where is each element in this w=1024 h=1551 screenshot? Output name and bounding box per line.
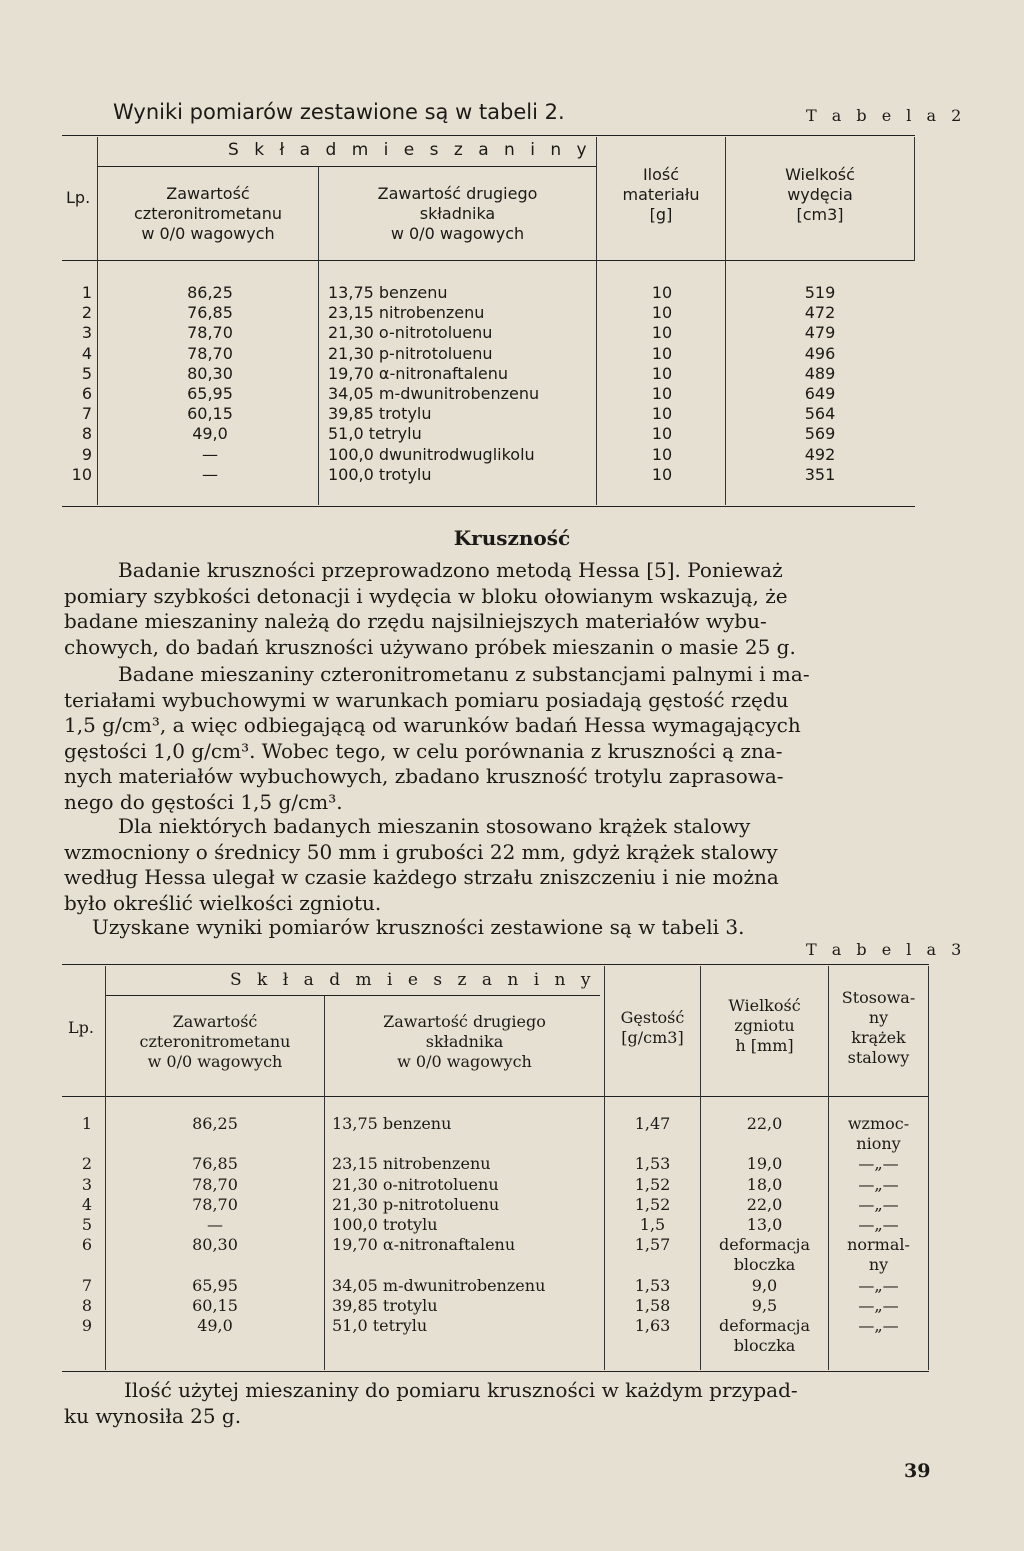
table3-group-rule: [106, 995, 600, 996]
text-line: ku wynosiła 25 g.: [64, 1403, 242, 1428]
table2-header-ctn: Zawartość czteronitrometanu w 0/0 wagowych: [134, 184, 282, 243]
table3-cell-density: 1,53: [634, 1275, 671, 1295]
table3-cell-lp: 1: [81, 1114, 92, 1133]
table3-cell-disk-line: —„—: [858, 1154, 899, 1174]
table3-group-header: S k ł a d m i e s z a n i n y: [230, 970, 596, 990]
table3-cell-lp: 2: [81, 1154, 92, 1174]
table2-cell-amount: 10: [651, 464, 673, 484]
table3-cell-density: 1,52: [634, 1174, 671, 1194]
table2-cell-bulge: 519: [804, 283, 836, 302]
table3-cell-lp: 3: [81, 1174, 92, 1194]
table2-vline: [914, 137, 915, 261]
table3-cell-disk: [829, 1316, 928, 1336]
table3-cell-disk: [829, 1175, 928, 1195]
table2-header-rule: [62, 260, 915, 261]
table3-cell-disk-line: normal-: [847, 1235, 910, 1255]
table3-cell-ctn: —: [207, 1215, 223, 1234]
text-line: 1,5 g/cm³, a więc odbiegającą od warunków badań Hessa wymagających: [64, 713, 801, 737]
table2-cell-bulge: 496: [804, 343, 836, 363]
table3-cell-ctn: 60,15: [192, 1295, 238, 1315]
text-line: badane mieszaniny należą do rzędu najsilniejszych materiałów wybu-: [64, 609, 767, 633]
table3-cell-crush-line: 18,0: [746, 1174, 783, 1194]
table2-cell-amount: 10: [651, 363, 673, 383]
table3-cell-disk-line: —„—: [858, 1316, 899, 1335]
table3-cell-disk: [829, 1114, 928, 1154]
table3-cell-crush: [701, 1175, 828, 1195]
table2-cell-second: 23,15 nitrobenzenu: [328, 303, 485, 323]
table3-cell-density: 1,52: [634, 1194, 671, 1214]
table2-cell-ctn: 65,95: [187, 384, 233, 403]
table3-header-crush: Wielkość zgniotu h [mm]: [728, 996, 801, 1055]
table3-vline: [928, 966, 929, 1370]
table3-cell-ctn: 86,25: [192, 1114, 238, 1133]
text-line: Uzyskane wyniki pomiarów kruszności zestawione są w tabeli 3.: [92, 915, 745, 939]
table3-cell-disk-line: ny: [868, 1255, 889, 1275]
table3-header-density: Gęstość [g/cm3]: [620, 1008, 685, 1047]
table3-label: T a b e l a 3: [806, 940, 967, 959]
table2-cell-lp: 7: [81, 404, 92, 424]
table3-cell-crush-line: 9,5: [751, 1295, 778, 1315]
table2-group-rule: [98, 166, 596, 167]
table3-cell-density: 1,53: [634, 1154, 671, 1174]
table3-cell-second: 34,05 m-dwunitrobenzenu: [332, 1275, 546, 1295]
table2-cell-ctn: 49,0: [192, 424, 228, 444]
table2-header-lp: Lp.: [66, 188, 91, 207]
table3-cell-ctn: 80,30: [192, 1235, 238, 1255]
table3-cell-second: 19,70 α-nitronaftalenu: [332, 1235, 516, 1255]
table2-cell-lp: 3: [81, 323, 92, 343]
table2-cell-bulge: 489: [804, 363, 836, 383]
table2-cell-bulge: 649: [804, 384, 836, 403]
table2-cell-bulge: 564: [804, 404, 836, 424]
table2-cell-lp: 6: [81, 384, 92, 403]
table2-cell-bulge: 492: [804, 444, 836, 464]
table3-cell-disk-line: —„—: [858, 1275, 899, 1295]
table2-cell-second: 13,75 benzenu: [328, 283, 448, 302]
table3-cell-ctn: 78,70: [192, 1194, 238, 1214]
table3-cell-crush: [701, 1235, 828, 1275]
text-line: pomiary szybkości detonacji i wydęcia w bloku ołowianym wskazują, że: [64, 583, 788, 608]
table2-cell-second: 21,30 p-nitrotoluenu: [328, 343, 493, 363]
table3-cell-crush-line: 22,0: [746, 1114, 783, 1133]
table3-cell-disk-line: —„—: [858, 1295, 899, 1315]
table3-cell-crush: [701, 1296, 828, 1316]
table2-cell-second: 39,85 trotylu: [328, 404, 432, 424]
table2-header-bulge: Wielkość wydęcia [cm3]: [785, 165, 855, 224]
table3-cell-lp: 6: [81, 1235, 92, 1255]
table3-cell-crush-line: bloczka: [733, 1255, 796, 1275]
table3-cell-second: 23,15 nitrobenzenu: [332, 1154, 491, 1174]
table3-cell-crush: [701, 1195, 828, 1215]
table3-cell-lp: 4: [81, 1194, 92, 1214]
table2-cell-amount: 10: [651, 343, 673, 363]
table3-cell-disk-line: niony: [856, 1134, 901, 1153]
table3-cell-lp: 7: [81, 1275, 92, 1295]
body-paragraph: [64, 814, 924, 916]
table3-cell-density: 1,47: [634, 1114, 671, 1133]
table2-cell-amount: 10: [651, 323, 673, 343]
table2-cell-second: 100,0 dwunitrodwuglikolu: [328, 444, 535, 464]
text-line: Badanie kruszności przeprowadzono metodą Hessa [5]. Ponieważ: [118, 558, 783, 582]
table3-cell-density: 1,63: [634, 1316, 671, 1335]
table3-cell-crush: [701, 1154, 828, 1174]
table2-cell-second: 34,05 m-dwunitrobenzenu: [328, 384, 540, 403]
table3-header-rule: [62, 1096, 929, 1097]
table2-cell-bulge: 472: [804, 303, 836, 323]
table3-top-rule: [62, 964, 929, 965]
table2-cell-ctn: 76,85: [187, 303, 233, 323]
table2-cell-lp: 1: [81, 283, 92, 302]
table2-cell-ctn: 78,70: [187, 323, 233, 343]
table2-cell-amount: 10: [651, 424, 673, 444]
body-paragraph: [64, 662, 924, 815]
table2-group-header: S k ł a d m i e s z a n i n y: [228, 140, 592, 160]
page-number: 39: [904, 1460, 931, 1482]
table3-cell-ctn: 76,85: [192, 1154, 238, 1174]
table3-cell-density: 1,58: [634, 1295, 671, 1315]
table2-cell-lp: 9: [81, 444, 92, 464]
body-paragraph: [64, 558, 924, 660]
table3-cell-crush-line: 9,0: [751, 1275, 778, 1295]
table3-cell-disk: [829, 1296, 928, 1316]
table2-cell-ctn: 86,25: [187, 283, 233, 302]
table2-cell-lp: 4: [81, 343, 92, 363]
table3-cell-crush-line: deformacja: [718, 1316, 811, 1335]
table3-cell-second: 39,85 trotylu: [332, 1295, 438, 1315]
table2-header-second: Zawartość drugiego składnika w 0/0 wagowych: [377, 184, 538, 243]
text-line: nych materiałów wybuchowych, zbadano kruszność trotylu zaprasowa-: [64, 764, 784, 788]
table3-cell-second: 100,0 trotylu: [332, 1215, 438, 1234]
table2-top-rule: [62, 135, 915, 136]
table3-cell-second: 51,0 tetrylu: [332, 1316, 428, 1335]
text-line: nego do gęstości 1,5 g/cm³.: [64, 789, 343, 814]
text-line: teriałami wybuchowymi w warunkach pomiaru posiadają gęstość rzędu: [64, 687, 789, 712]
text-line: chowych, do badań kruszności używano próbek mieszanin o masie 25 g.: [64, 634, 796, 659]
table3-cell-disk-line: wzmoc-: [847, 1114, 910, 1133]
table2-cell-lp: 5: [81, 363, 92, 383]
table2-cell-ctn: 60,15: [187, 404, 233, 424]
table2-cell-amount: 10: [651, 303, 673, 323]
table3-cell-crush: [701, 1316, 828, 1356]
table3-cell-disk: [829, 1276, 928, 1296]
table2-cell-bulge: 569: [804, 424, 836, 444]
table3-header-disk: Stosowa- ny krążek stalowy: [841, 988, 916, 1067]
table2-bottom-rule: [62, 506, 915, 507]
table2-cell-bulge: 479: [804, 323, 836, 343]
text-line: wzmocniony o średnicy 50 mm i grubości 22 mm, gdyż krążek stalowy: [64, 839, 778, 864]
text-line: Badane mieszaniny czteronitrometanu z substancjami palnymi i ma-: [118, 662, 810, 686]
table3-bottom-rule: [62, 1371, 929, 1372]
table3-header-second: Zawartość drugiego składnika w 0/0 wagowych: [383, 1012, 546, 1071]
table2-cell-bulge: 351: [804, 464, 836, 484]
table3-cell-disk-line: —„—: [858, 1174, 899, 1194]
table3-cell-density: 1,57: [634, 1235, 671, 1255]
table3-cell-ctn: 65,95: [192, 1275, 238, 1295]
table3-cell-disk: [829, 1195, 928, 1215]
table3-cell-disk-line: —„—: [858, 1194, 899, 1214]
table3-cell-crush-line: bloczka: [733, 1336, 796, 1355]
table3-cell-lp: 9: [81, 1316, 92, 1335]
table2-cell-amount: 10: [651, 384, 673, 403]
table3-cell-disk: [829, 1215, 928, 1235]
table2-cell-ctn: —: [202, 464, 218, 484]
table2-cell-ctn: —: [202, 444, 218, 464]
table3-cell-second: 21,30 o-nitrotoluenu: [332, 1174, 499, 1194]
table3-cell-lp: 5: [81, 1215, 92, 1234]
table3-cell-ctn: 78,70: [192, 1174, 238, 1194]
body-paragraph: [64, 915, 924, 941]
table2-cell-lp: 2: [81, 303, 92, 323]
table2-cell-second: 21,30 o-nitrotoluenu: [328, 323, 493, 343]
table3-cell-crush: [701, 1276, 828, 1296]
table3-cell-disk: [829, 1235, 928, 1275]
table3-cell-disk: [829, 1154, 928, 1174]
table3-cell-ctn: 49,0: [197, 1316, 233, 1335]
table3-cell-crush: [701, 1215, 828, 1235]
table3-cell-density: 1,5: [639, 1215, 666, 1234]
table2-header-amount: Ilość materiału [g]: [622, 165, 700, 224]
table3-cell-crush-line: 22,0: [746, 1194, 783, 1214]
section-heading: Kruszność: [453, 526, 571, 550]
table2-cell-lp: 8: [81, 424, 92, 444]
text-line: Ilość użytej mieszaniny do pomiaru kruszności w każdym przypad-: [124, 1378, 798, 1402]
table2-cell-amount: 10: [651, 283, 673, 302]
intro-line: Wyniki pomiarów zestawione są w tabeli 2.: [113, 100, 565, 124]
table2-cell-lp: 10: [71, 464, 92, 484]
table2-cell-ctn: 78,70: [187, 343, 233, 363]
table2-cell-amount: 10: [651, 404, 673, 424]
table3-cell-second: 21,30 p-nitrotoluenu: [332, 1194, 500, 1214]
table3-header-lp: Lp.: [68, 1018, 94, 1037]
table3-cell-crush: [701, 1114, 828, 1134]
closing-paragraph: [64, 1378, 934, 1429]
table3-cell-crush-line: deformacja: [718, 1235, 811, 1255]
text-line: gęstości 1,0 g/cm³. Wobec tego, w celu porównania z kruszności ą zna-: [64, 738, 783, 763]
table2-label: T a b e l a 2: [806, 106, 967, 125]
table3-cell-lp: 8: [81, 1295, 92, 1315]
table2-cell-ctn: 80,30: [187, 363, 233, 383]
table2-cell-second: 100,0 trotylu: [328, 464, 432, 484]
table3-header-ctn: Zawartość czteronitrometanu w 0/0 wagowych: [139, 1012, 291, 1071]
table2-cell-second: 51,0 tetrylu: [328, 424, 422, 444]
text-line: według Hessa ulegał w czasie każdego strzału zniszczeniu i nie można: [64, 865, 779, 889]
table2-cell-second: 19,70 α-nitronaftalenu: [328, 363, 509, 383]
table2-cell-amount: 10: [651, 444, 673, 464]
table3-cell-disk-line: —„—: [858, 1215, 899, 1234]
table3-cell-crush-line: 19,0: [746, 1154, 783, 1174]
table3-cell-crush-line: 13,0: [746, 1215, 783, 1234]
text-line: było określić wielkości zgniotu.: [64, 890, 382, 915]
table3-cell-second: 13,75 benzenu: [332, 1114, 452, 1133]
text-line: Dla niektórych badanych mieszanin stosowano krążek stalowy: [118, 814, 751, 838]
